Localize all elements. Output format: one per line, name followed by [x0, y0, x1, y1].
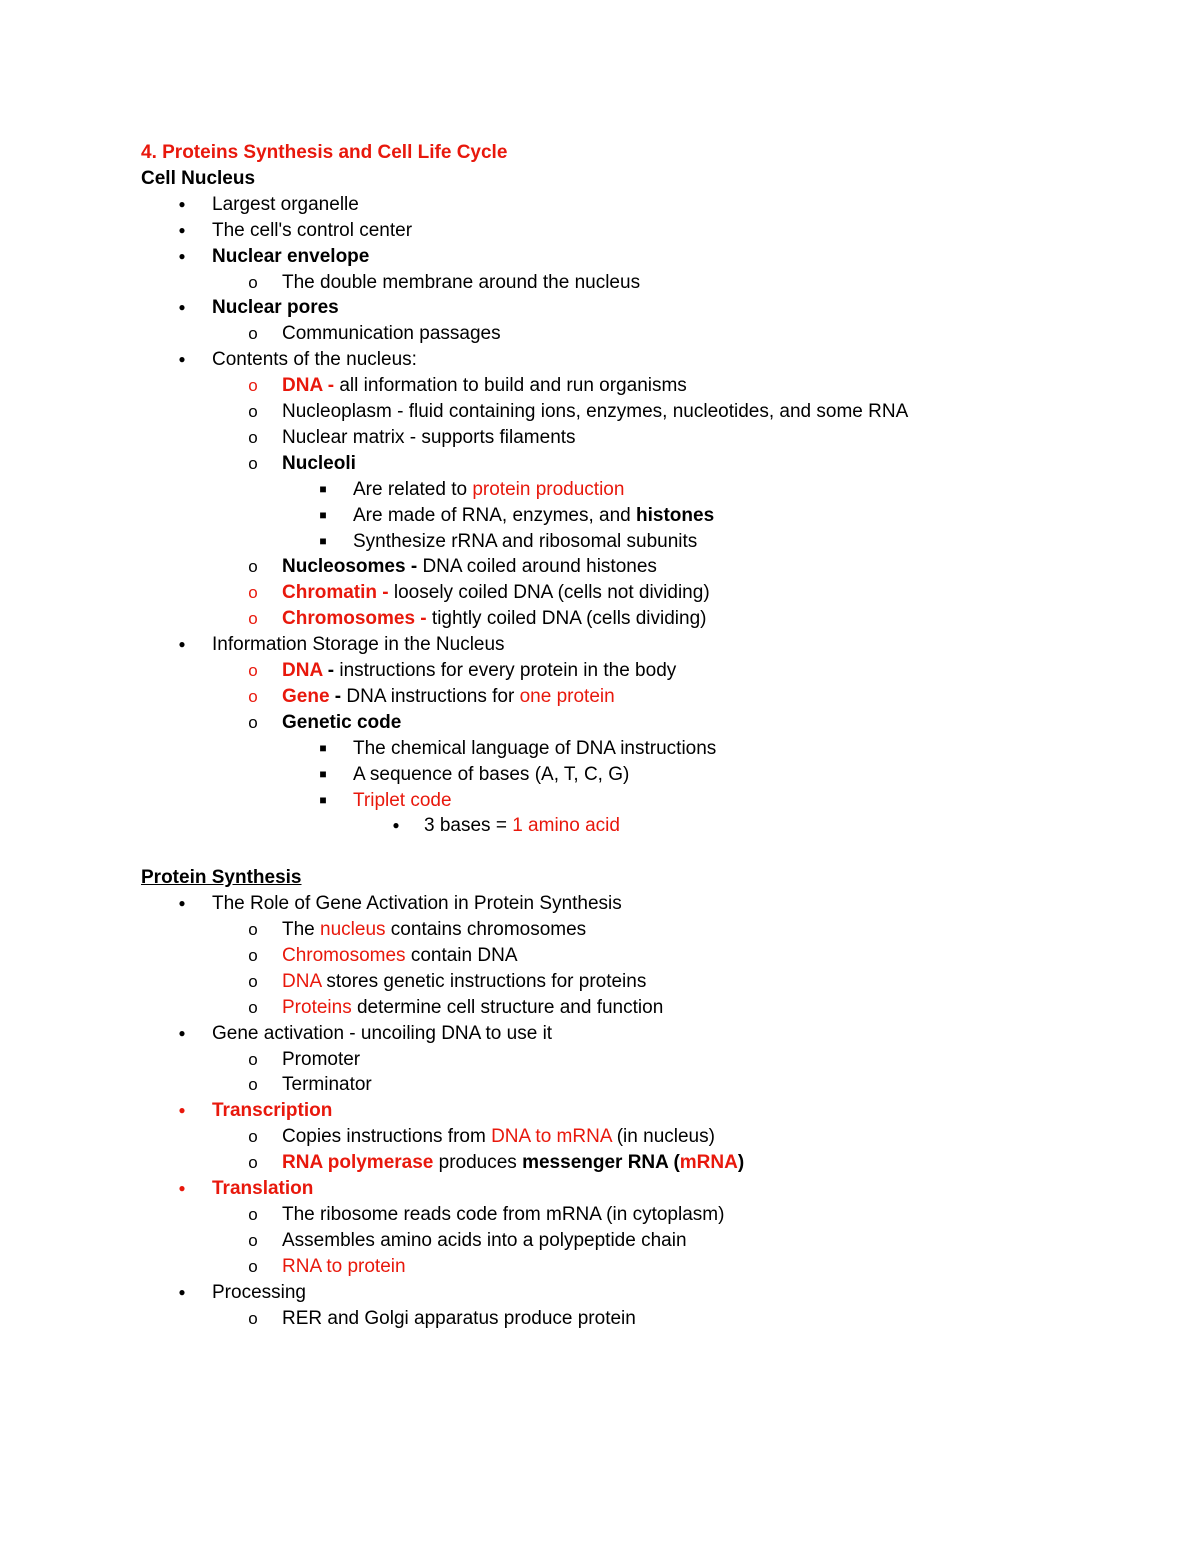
circle-bullet-icon: [243, 1072, 263, 1098]
line-text: [282, 425, 576, 451]
circle-bullet-icon: [243, 684, 263, 710]
disc-bullet-icon: [172, 632, 192, 659]
line-text: [282, 658, 676, 684]
text-run: all information to build and run organisms: [339, 375, 687, 397]
circle-bullet-icon: [243, 917, 263, 943]
text-run: loosely coiled DNA (cells not dividing): [393, 582, 710, 604]
text-run: RNA to protein: [282, 1255, 406, 1277]
text-run: Largest organelle: [212, 193, 359, 215]
text-run: RNA polymerase: [282, 1152, 434, 1174]
line-text: [282, 1306, 636, 1332]
text-run: Genetic code: [282, 711, 402, 733]
line-text: [282, 684, 615, 710]
line-text: [353, 788, 452, 814]
text-run: Protein Synthesis: [141, 867, 302, 889]
line-text: [212, 1176, 313, 1202]
square-bullet-icon: [313, 477, 333, 504]
text-run: Gene activation - uncoiling DNA to use it: [212, 1022, 553, 1044]
circle-bullet-icon: [243, 1202, 263, 1228]
text-run: Gene: [282, 685, 330, 707]
text-run: Translation: [212, 1178, 314, 1199]
circle-bullet-icon: [243, 580, 263, 606]
text-run: Promoter: [282, 1048, 361, 1070]
circle-bullet-icon: [243, 321, 263, 347]
text-run: ): [737, 1152, 745, 1174]
text-run: Are made of RNA, enzymes, and: [353, 504, 637, 526]
line-text: [282, 1047, 360, 1073]
line-text: [282, 710, 401, 736]
text-run: histones: [636, 504, 715, 526]
circle-bullet-icon: [243, 1228, 263, 1254]
text-run: 1 amino acid: [512, 815, 620, 837]
disc-bullet-icon: [172, 295, 192, 322]
circle-bullet-icon: [243, 995, 263, 1021]
line-text: [353, 736, 716, 762]
line-text: [282, 554, 657, 580]
disc-bullet-icon: [172, 1176, 192, 1203]
disc-bullet-icon: [172, 218, 192, 245]
line-text: [212, 244, 369, 270]
text-run: Triplet code: [353, 789, 452, 811]
text-run: contain DNA: [405, 944, 518, 966]
circle-bullet-icon: [243, 1047, 263, 1073]
text-run: The cell's control center: [212, 219, 413, 241]
text-run: The double membrane around the nucleus: [282, 271, 641, 293]
text-run: Terminator: [282, 1074, 372, 1096]
disc-bullet-icon: [172, 192, 192, 219]
line-text: [282, 1202, 724, 1228]
line-text: [141, 166, 255, 192]
circle-bullet-icon: [243, 606, 263, 632]
line-text: [282, 969, 646, 995]
line-text: [212, 632, 505, 658]
text-run: (in nucleus): [611, 1126, 715, 1148]
line-text: [282, 1124, 715, 1150]
text-run: Transcription: [212, 1100, 333, 1122]
text-run: DNA coiled around histones: [422, 556, 657, 578]
disc-bullet-icon: [172, 1098, 192, 1125]
text-run: The chemical language of DNA instructions: [353, 737, 717, 759]
text-run: contains chromosomes: [385, 919, 587, 940]
text-run: The Role of Gene Activation in Protein Synthesis: [212, 893, 622, 915]
text-run: Contents of the nucleus:: [212, 349, 417, 371]
text-run: stores genetic instructions for proteins: [321, 970, 647, 992]
line-text: [282, 580, 710, 606]
text-run: instructions for every protein in the body: [339, 660, 677, 681]
line-text: [282, 995, 663, 1021]
text-run: DNA -: [282, 375, 340, 397]
text-run: Nucleoli: [282, 452, 356, 474]
line-text: [282, 1228, 687, 1254]
disc-bullet-icon: [172, 347, 192, 374]
text-run: Cell Nucleus: [141, 167, 256, 189]
circle-bullet-icon: [243, 943, 263, 969]
line-text: [353, 529, 697, 555]
text-run: Are related to: [353, 478, 473, 500]
text-run: DNA to mRNA: [491, 1126, 612, 1148]
text-run: The ribosome reads code from mRNA (in cytoplasm): [282, 1203, 725, 1225]
text-run: 3 bases =: [424, 815, 513, 837]
text-run: Chromosomes: [282, 944, 406, 966]
text-run: Nucleosomes -: [282, 556, 423, 578]
text-run: Processing: [212, 1281, 306, 1303]
text-run: DNA: [282, 970, 322, 992]
line-text: [282, 373, 687, 399]
line-text: [282, 321, 501, 347]
text-run: Copies instructions from: [282, 1126, 492, 1148]
text-run: The: [282, 919, 321, 940]
text-run: produces: [433, 1152, 523, 1174]
line-text: [141, 865, 302, 891]
line-text: [212, 347, 417, 373]
text-run: determine cell structure and function: [351, 996, 664, 1018]
square-bullet-icon: [313, 762, 333, 789]
text-run: -: [329, 685, 347, 707]
text-run: nucleus: [320, 919, 386, 940]
line-text: [212, 1098, 332, 1124]
text-run: Nuclear pores: [212, 297, 339, 319]
line-text: [212, 891, 622, 917]
line-text: [212, 192, 359, 218]
line-text: [282, 1072, 372, 1098]
square-bullet-icon: [313, 736, 333, 763]
text-run: DNA instructions for: [346, 685, 520, 707]
line-text: [353, 503, 714, 529]
line-text: [282, 399, 908, 425]
line-text: [282, 1150, 744, 1176]
line-text: [353, 762, 629, 788]
circle-bullet-icon: [243, 1124, 263, 1150]
square-bullet-icon: [313, 503, 333, 530]
circle-bullet-icon: [243, 658, 263, 684]
text-run: messenger RNA (: [522, 1152, 680, 1174]
square-bullet-icon: [313, 788, 333, 815]
disc-bullet-icon: [172, 1280, 192, 1307]
text-run: Nucleoplasm - fluid containing ions, enzymes, nucleotides, and some RNA: [282, 401, 909, 422]
circle-bullet-icon: [243, 425, 263, 451]
text-run: one protein: [519, 685, 615, 707]
text-run: Chromatin -: [282, 582, 394, 604]
text-run: Nuclear matrix - supports filaments: [282, 426, 576, 448]
circle-bullet-icon: [243, 554, 263, 580]
text-run: -: [322, 660, 340, 681]
line-text: [282, 451, 356, 477]
line-text: [212, 295, 339, 321]
line-text: [282, 270, 640, 296]
circle-bullet-icon: [243, 1254, 263, 1280]
line-text: [424, 813, 620, 839]
line-text: [212, 218, 412, 244]
disc-bullet-icon: [172, 244, 192, 271]
text-run: Chromosomes -: [282, 608, 432, 630]
circle-bullet-icon: [243, 1306, 263, 1332]
text-run: A sequence of bases (A, T, C, G): [353, 763, 630, 785]
text-run: 4. Proteins Synthesis and Cell Life Cycle: [141, 142, 508, 163]
circle-bullet-icon: [243, 1150, 263, 1176]
text-run: Communication passages: [282, 323, 501, 345]
disc-bullet-icon: [172, 1021, 192, 1048]
text-run: Proteins: [282, 996, 352, 1018]
square-bullet-icon: [313, 529, 333, 556]
circle-bullet-icon: [243, 710, 263, 736]
line-text: [212, 1280, 306, 1306]
circle-bullet-icon: [243, 969, 263, 995]
circle-bullet-icon: [243, 451, 263, 477]
circle-bullet-icon: [243, 399, 263, 425]
line-text: [353, 477, 624, 503]
text-run: RER and Golgi apparatus produce protein: [282, 1307, 636, 1329]
text-run: mRNA: [679, 1152, 738, 1174]
line-text: [282, 917, 586, 943]
line-text: [282, 606, 706, 632]
text-run: Synthesize rRNA and ribosomal subunits: [353, 530, 698, 552]
text-run: Nuclear envelope: [212, 245, 370, 267]
text-run: Assembles amino acids into a polypeptide chain: [282, 1229, 687, 1251]
text-run: Information Storage in the Nucleus: [212, 634, 505, 656]
text-run: DNA: [282, 660, 323, 681]
line-text: [212, 1021, 552, 1047]
disc-bullet-icon: [386, 813, 406, 840]
line-text: [141, 140, 507, 166]
line-text: [282, 1254, 406, 1280]
text-run: protein production: [472, 478, 625, 500]
circle-bullet-icon: [243, 373, 263, 399]
disc-bullet-icon: [172, 891, 192, 918]
circle-bullet-icon: [243, 270, 263, 296]
line-text: [282, 943, 518, 969]
text-run: tightly coiled DNA (cells dividing): [431, 608, 707, 630]
